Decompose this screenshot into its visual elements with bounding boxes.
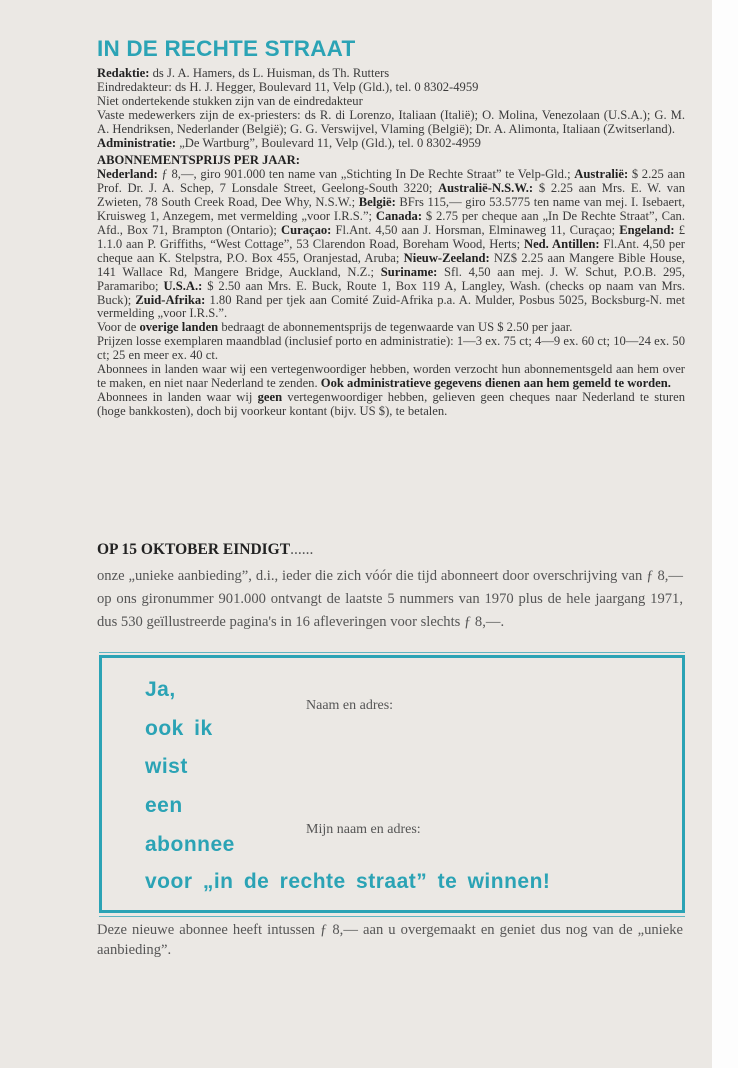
footer-text: Deze nieuwe abonnee heeft intussen ƒ 8,— aan u overgemaakt en geniet dus nog van de „unieke aanbieding”. — [97, 922, 683, 958]
text-run: $ 2.50 aan Mrs. E. Buck, Route 1, Box 119 A, Langley, Wash. (checks op naam van Mrs. Buck); — [97, 278, 685, 307]
text-run: 1.80 Rand per tjek aan Comité Zuid-Afrika p.a. A. Mulder, Posbus 5025, Bocksburg-N. met vermelding „voor I.R.S.”. — [97, 292, 685, 321]
paragraph — [97, 363, 685, 391]
bold-run: U.S.A.: — [163, 278, 203, 293]
paragraph — [97, 335, 685, 363]
paragraph — [97, 81, 685, 95]
colophon-and-prices — [97, 67, 685, 419]
text-run: Vaste medewerkers zijn de ex-priesters: ds R. di Lorenzo, Italiaan (Italië); O. Molina, Venezolaan (U.S.A.); G. M. A. Hendriksen, Nederlander (België); G. G. Verswijvel, Vlaming (België); Dr. A. Alimonta, Italiaan (Zwitserland). — [97, 107, 685, 136]
bold-run: Zuid-Afrika: — [135, 292, 206, 307]
prices-heading: ABONNEMENTSPRIJS PER JAAR: — [97, 153, 300, 168]
text-run: ds J. A. Hamers, ds L. Huisman, ds Th. Rutters — [149, 66, 390, 80]
page-title: IN DE RECHTE STRAAT — [97, 36, 356, 61]
bold-run: Ook administratieve gegevens dienen aan hem gemeld te worden. — [320, 375, 671, 390]
offer-heading: OP 15 OKTOBER EINDIGT...... — [97, 541, 314, 558]
text-run: NZ$ 2.25 aan Mangere Bible House, 141 Wallace Rd, Mangere Bridge, Auckland, N.Z.; — [97, 250, 685, 279]
paragraph — [97, 109, 685, 137]
coupon-line: ook ik — [145, 717, 213, 740]
text-run: Fl.Ant. 4,50 aan J. Horsman, Elminaweg 11, Curaçao; — [331, 222, 620, 237]
text-run: bedraagt de abonnementsprijs de tegenwaarde van US $ 2.50 per jaar. — [218, 320, 573, 335]
coupon-line: voor „in de rechte straat” te winnen! — [145, 870, 551, 893]
bold-run: Nieuw-Zeeland: — [403, 250, 490, 265]
text-run: BFrs 115,— giro 53.5775 ten name van mej. I. Isebaert, Kruisweg 1, Anzegem, met vermelding „voor I.R.S.”; — [97, 195, 685, 224]
bold-run: geen — [257, 389, 283, 404]
text-run: Fl.Ant. 4,50 per cheque aan K. Stelpstra, P.O. Box 455, Oranjestad, Aruba; — [97, 236, 685, 265]
bold-run: Australië-N.S.W.: — [438, 181, 534, 196]
paragraph — [97, 321, 685, 335]
paragraph — [97, 67, 685, 81]
bold-run: Redaktie: — [97, 66, 150, 80]
paragraph — [97, 137, 685, 151]
text-run: Niet ondertekende stukken zijn van de eindredakteur — [97, 93, 363, 108]
coupon-line: wist — [145, 755, 188, 778]
offer-text: onze „unieke aanbieding”, d.i., ieder die zich vóór die tijd abonneert door overschrijving van ƒ 8,— op ons gironummer 901.000 ontvangt de laatste 5 nummers van 1970 plus de hele jaargang 1971, dus 530 geïllustreerde pagina's in 16 afleveringen voor slechts ƒ 8,—. — [97, 568, 683, 630]
text-run: $ 2.25 aan Prof. Dr. J. A. Schep, 7 Lonsdale Street, Geelong-South 3220; — [97, 167, 685, 196]
my-name-address-field-label[interactable]: Mijn naam en adres: — [306, 822, 421, 837]
text-run: $ 2.75 per cheque aan „In De Rechte Straat”, Can. Afd., Box 71, Brampton (Ontario); — [97, 209, 685, 237]
subscription-coupon — [99, 655, 685, 913]
bold-run: Curaçao: — [281, 222, 332, 237]
coupon-line: abonnee — [145, 833, 235, 856]
paragraph — [97, 95, 685, 109]
text-run: „De Wartburg”, Boulevard 11, Velp (Gld.), tel. 0 8302-4959 — [176, 135, 481, 150]
bold-run: overige landen — [139, 320, 219, 335]
coupon-line: Ja, — [145, 678, 176, 701]
text-run: vertegenwoordiger hebben, gelieven geen cheques naar Nederland te sturen (hoge bankkosten), doch bij voorkeur kontant (bijv. US $), te betalen. — [97, 389, 686, 418]
text-run: Voor de — [97, 320, 140, 335]
text-run: ƒ 8,—, giro 901.000 ten name van „Stichting In De Rechte Straat” te Velp-Gld.; — [157, 167, 575, 182]
bold-run: Australië: — [574, 167, 629, 182]
bold-run: Administratie: — [97, 135, 177, 150]
text-run: £ 1.1.0 aan P. Griffiths, “West Cottage”, 53 Clarendon Road, Boreham Wood, Herts; — [97, 222, 685, 251]
text-run: $ 2.25 aan Mrs. E. W. van Zwieten, 78 South Creek Road, Dee Why, N.S.W.; — [97, 181, 685, 210]
paragraph — [97, 168, 685, 321]
bold-run: Engeland: — [619, 222, 675, 237]
paragraph — [97, 391, 685, 419]
bold-run: Canada: — [375, 209, 423, 224]
bold-run: België: — [358, 195, 396, 210]
coupon-line: een — [145, 794, 183, 817]
text-run: Eindredakteur: ds H. J. Hegger, Boulevard 11, Velp (Gld.), tel. 0 8302-4959 — [97, 79, 479, 94]
name-address-field-label[interactable]: Naam en adres: — [306, 698, 394, 713]
text-run: Sfl. 4,50 aan mej. J. W. Schut, P.O.B. 295, Paramaribo; — [97, 264, 685, 293]
subscription-prices — [97, 168, 685, 418]
bold-run: Suriname: — [380, 264, 438, 279]
text-run: Prijzen losse exemplaren maandblad (inclusief porto en administratie): 1—3 ex. 75 ct; 4—9 ex. 60 ct; 10—24 ex. 50 ct; 25 en meer ex. 40 ct. — [97, 334, 685, 363]
colophon — [97, 67, 685, 150]
bold-run: Nederland: — [97, 167, 158, 182]
text-run: Abonnees in landen waar wij een vertegenwoordiger hebben, worden verzocht hun abonnementsgeld aan hem over te maken, en niet naar Nederland te zenden. — [97, 362, 685, 390]
bold-run: Ned. Antillen: — [523, 236, 600, 251]
text-run: Abonnees in landen waar wij — [97, 389, 258, 404]
